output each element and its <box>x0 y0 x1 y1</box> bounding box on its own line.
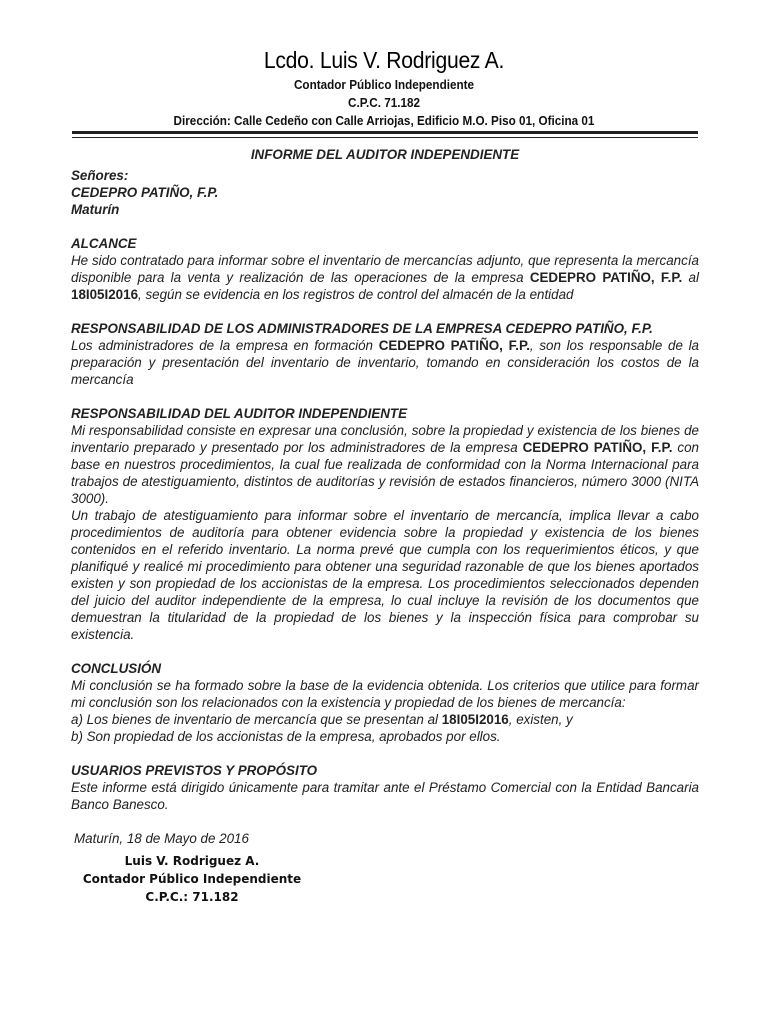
text-run: a) Los bienes de inventario de mercancía que se presentan al <box>71 712 442 727</box>
signer-cpc: C.P.C.: 71.182 <box>145 890 239 904</box>
text-run: Mi responsabilidad consiste en expresar una conclusión, sobre la propiedad y existencia de los bienes de inventario preparado y presentado por los administradores de la empresa <box>71 423 699 455</box>
section-heading-usuarios: USUARIOS PREVISTOS Y PROPÓSITO <box>71 763 318 778</box>
letterhead <box>0 44 768 130</box>
alcance-paragraph <box>71 252 699 303</box>
accountant-cpc: C.P.C. 71.182 <box>348 95 420 110</box>
company-name: CEDEPRO PATIÑO, F.P. <box>522 440 673 455</box>
report-date: 18I05I2016 <box>441 712 509 727</box>
resp-admin-paragraph <box>71 337 699 388</box>
report-body <box>71 146 699 847</box>
header-divider-thin <box>72 137 698 138</box>
section-heading-resp-admin: RESPONSABILIDAD DE LOS ADMINISTRADORES DE LA EMPRESA CEDEPRO PATIÑO, F.P. <box>71 321 653 336</box>
text-run: , según se evidencia en los registros de control del almacén de la entidad <box>138 287 574 302</box>
resp-auditor-paragraph-2: Un trabajo de atestiguamiento para informar sobre el inventario de mercancía, implica llevar a cabo procedimientos de auditoría para obtener evidencia sobre la propiedad y existencia de los bienes contenidos en el referido inventario. La norma prevé que cumpla con los requerimientos éticos, y que planifiqué y realicé mi procedimiento para obtener una seguridad razonable de que los bienes aportados existen y son propiedad de los accionistas de la empresa. Los procedimientos seleccionados dependen del juicio del auditor independiente de la empresa, lo cual incluye la revisión de los documentos que demuestran la titularidad de la propiedad de los bienes y la inspección física para comprobar su existencia. <box>71 508 699 642</box>
resp-auditor-paragraph-1 <box>71 422 699 507</box>
company-name: CEDEPRO PATIÑO, F.P. <box>529 270 683 285</box>
company-name: CEDEPRO PATIÑO, F.P. <box>378 338 530 353</box>
text-run: con base en nuestros procedimientos, la cual fue realizada de conformidad con la Norma Internacional para trabajos de atestiguamiento, distintos de auditorías y revisión de estados financieros, número 3000 (NITA 3000). <box>71 440 699 506</box>
section-heading-conclusion: CONCLUSIÓN <box>71 661 162 676</box>
text-run: He sido contratado para informar sobre el inventario de mercancías adjunto, que representa la mercancía disponible para la venta y realización de las operaciones de la empresa <box>71 253 699 285</box>
header-divider-thick <box>72 131 698 134</box>
salutation: Señores: <box>71 168 129 183</box>
text-run: al <box>682 270 699 285</box>
text-run: Los administradores de la empresa en formación <box>71 338 379 353</box>
report-title: INFORME DEL AUDITOR INDEPENDIENTE <box>250 147 520 162</box>
conclusion-item-a <box>71 711 699 728</box>
addressee-city: Maturín <box>71 202 120 217</box>
accountant-name: Lcdo. Luis V. Rodriguez A. <box>263 47 505 73</box>
text-run: , existen, y <box>508 712 573 727</box>
addressee-company: CEDEPRO PATIÑO, F.P. <box>71 185 219 200</box>
signer-name: Luis V. Rodriguez A. <box>124 854 260 868</box>
signature-block <box>72 852 312 906</box>
text-run: , son los responsable de la preparación y presentación del inventario de inventario, tomando en consideración los costos de la mercancía <box>71 338 699 387</box>
conclusion-paragraph: Mi conclusión se ha formado sobre la base de la evidencia obtenida. Los criterios que utilice para formar mi conclusión son los relacionados con la existencia y propiedad de los bienes de mercancía: <box>71 678 699 710</box>
accountant-address: Dirección: Calle Cedeño con Calle Arriojas, Edificio M.O. Piso 01, Oficina 01 <box>173 113 595 128</box>
conclusion-item-b: b) Son propiedad de los accionistas de la empresa, aprobados por ellos. <box>71 729 501 744</box>
section-heading-alcance: ALCANCE <box>71 236 137 251</box>
signer-role: Contador Público Independiente <box>82 872 302 886</box>
usuarios-paragraph: Este informe está dirigido únicamente para tramitar ante el Préstamo Comercial con la Entidad Bancaria Banco Banesco. <box>71 780 699 812</box>
accountant-role: Contador Público Independiente <box>293 77 475 92</box>
report-date: 18I05I2016 <box>71 287 139 302</box>
section-heading-resp-auditor: RESPONSABILIDAD DEL AUDITOR INDEPENDIENTE <box>71 406 408 421</box>
place-and-date: Maturín, 18 de Mayo de 2016 <box>74 831 249 846</box>
